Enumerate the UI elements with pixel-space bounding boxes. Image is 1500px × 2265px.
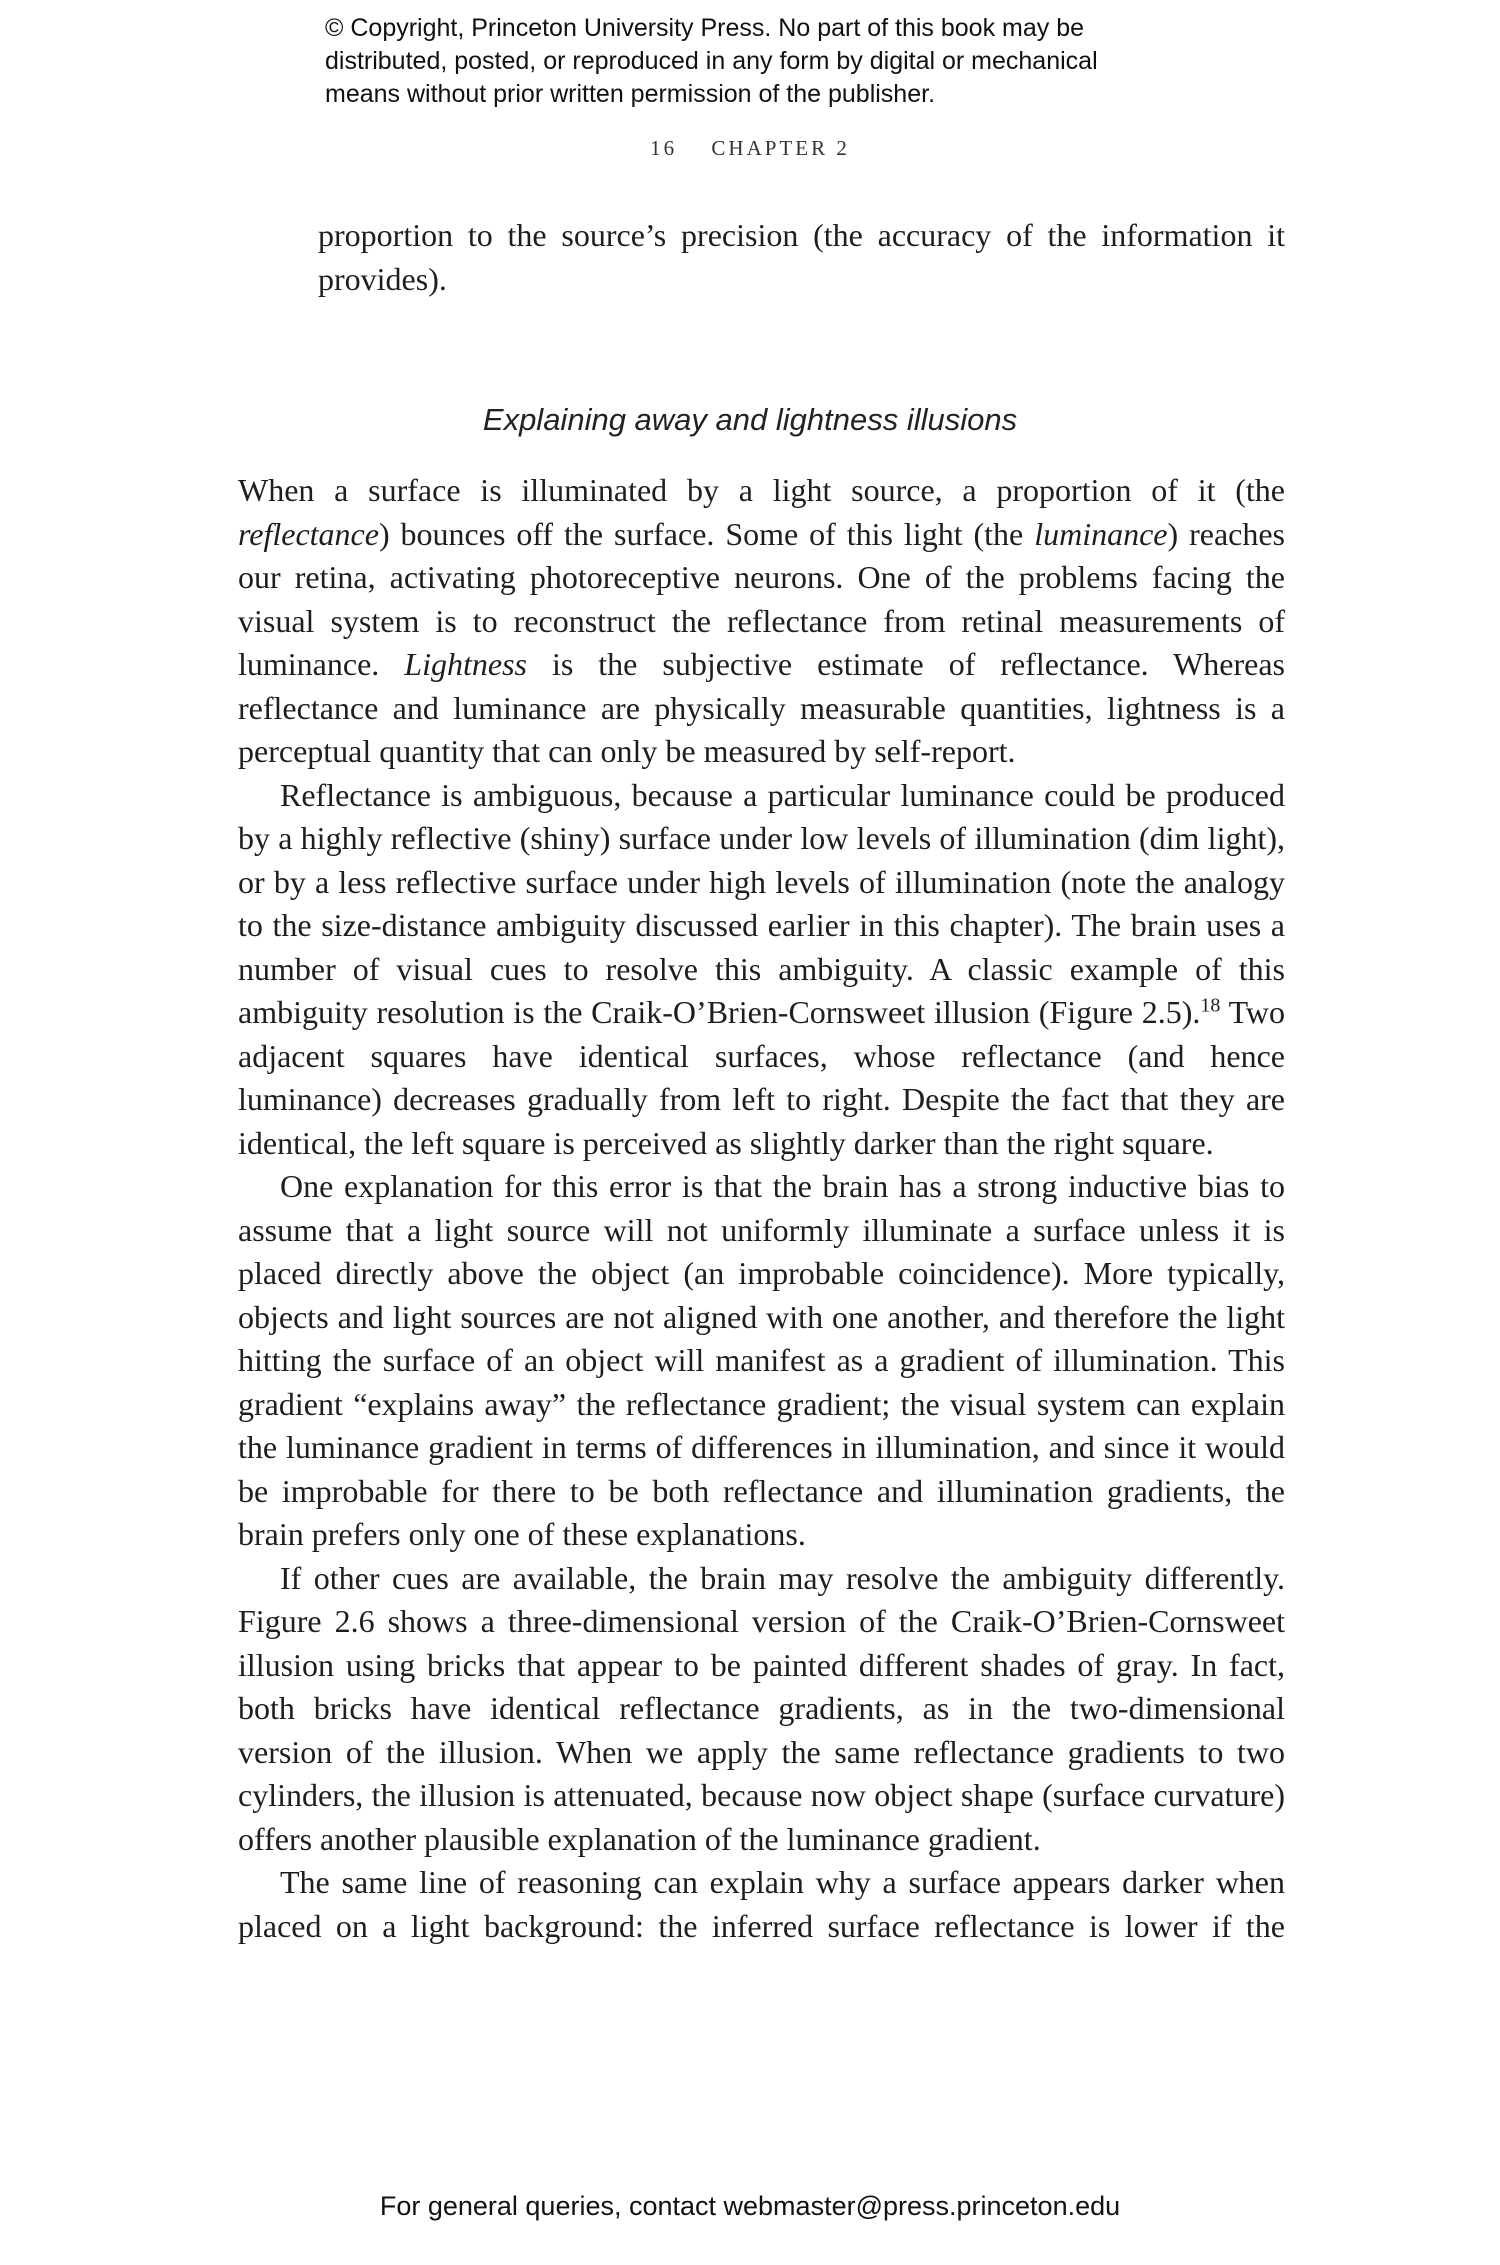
chapter-label: CHAPTER 2 xyxy=(711,136,850,160)
term-luminance: luminance xyxy=(1034,515,1168,552)
footnote-marker: 18 xyxy=(1200,994,1221,1017)
copyright-line-2: distributed, posted, or reproduced in any form by digital or mechanical xyxy=(325,47,1098,75)
copyright-line-1: © Copyright, Princeton University Press. No part of this book may be xyxy=(325,14,1085,42)
p2-text-2: Two adjacent squares have identical surfaces, whose reflectance (and hence luminance) decreases gradually from left to right. Despite the fact that they are identical, the left square is perceived as slightly darker than the right square. xyxy=(238,994,1286,1161)
p1-text-4: is the subjective estimate of reflectance. Whereas reflectance and luminance are physically measurable quantities, lightness is a perceptual quantity that can only be measured by self-report. xyxy=(238,646,1286,769)
copyright-notice xyxy=(325,12,1225,111)
p1-text-2: ) bounces off the surface. Some of this light (the xyxy=(378,515,1035,552)
paragraph-4: If other cues are available, the brain may resolve the ambiguity differently. Figure 2.6 shows a three-dimensional version of the Craik-O’Brien-Cornsweet illusion using bricks that appear to be painted different shades of gray. In fact, both bricks have identical reflectance gradients, as in the two-dimensional version of the illusion. When we apply the same reflectance gradients to two cylinders, the illusion is attenuated, because now object shape (surface curvature) offers another plausible explanation of the luminance gradient. xyxy=(238,1559,1285,1857)
term-reflectance: reflectance xyxy=(238,515,379,552)
section-heading: Explaining away and lightness illusions xyxy=(482,402,1018,437)
p1-text-3: ) reaches our retina, activating photoreceptive neurons. One of the problems facing the visual system is to reconstruct the reflectance from retinal measurements of luminance. xyxy=(238,515,1286,682)
continuation-paragraph: proportion to the source’s precision (the accuracy of the information it provides). xyxy=(318,217,1285,297)
paragraph-5: The same line of reasoning can explain why a surface appears darker when placed on a light background: the inferred surface reflectance is lower if the xyxy=(238,1864,1285,1944)
p2-text-1: Reflectance is ambiguous, because a particular luminance could be produced by a highly reflective (shiny) surface under low levels of illumination (dim light), or by a less reflective surface under high levels of illumination (note the analogy to the size-distance ambiguity discussed earlier in this chapter). The brain uses a number of visual cues to resolve this ambiguity. A classic example of this ambiguity resolution is the Craik-O’Brien-Cornsweet illusion (Figure 2.5). xyxy=(238,776,1285,1030)
copyright-line-3: means without prior written permission of the publisher. xyxy=(325,80,936,108)
running-head xyxy=(0,136,1500,161)
paragraph-1 xyxy=(238,469,1285,774)
main-text xyxy=(238,469,1285,1948)
p1-text-1: When a surface is illuminated by a light source, a proportion of it (the xyxy=(238,472,1285,508)
continuation-block xyxy=(318,214,1285,301)
paragraph-3: One explanation for this error is that the brain has a strong inductive bias to assume that a light source will not uniformly illuminate a surface unless it is placed directly above the object (an improbable coincidence). More typically, objects and light sources are not aligned with one another, and therefore the light hitting the surface of an object will manifest as a gradient of illumination. This gradient “explains away” the reflectance gradient; the visual system can explain the luminance gradient in terms of differences in illumination, and since it would be improbable for there to be both reflectance and illumination gradients, the brain prefers only one of these explanations. xyxy=(238,1168,1285,1552)
footer-contact: For general queries, contact webmaster@press.princeton.edu xyxy=(379,2191,1121,2221)
page-number: 16 xyxy=(650,136,678,160)
paragraph-2 xyxy=(238,774,1285,1166)
term-lightness: Lightness xyxy=(404,646,527,682)
